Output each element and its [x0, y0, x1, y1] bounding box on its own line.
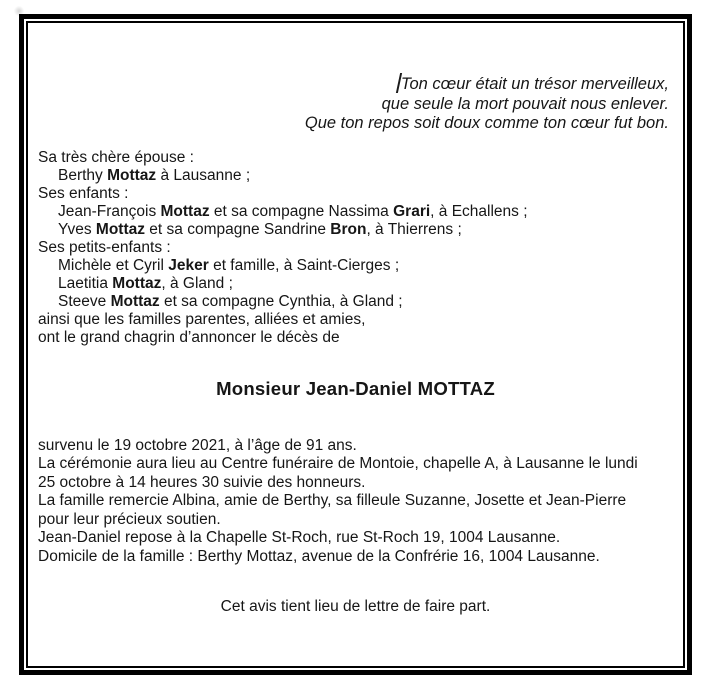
- relative-text: Michèle et Cyril: [58, 256, 169, 274]
- text-cursor: [396, 73, 402, 93]
- details-line: Jean-Daniel repose à la Chapelle St-Roch, rue St-Roch 19, 1004 Lausanne.: [38, 529, 561, 546]
- deceased-name: Monsieur Jean-Daniel MOTTAZ: [216, 377, 495, 399]
- family-name: Mottaz: [112, 274, 162, 292]
- family-name: Mottaz: [110, 292, 160, 310]
- relative-text: et sa compagne Nassima: [209, 202, 394, 220]
- details-line: pour leur précieux soutien.: [38, 510, 221, 528]
- relative-text: ainsi que les familles parentes, alliées et amies,: [38, 310, 366, 328]
- relative-line: [38, 221, 683, 239]
- relative-text: Ses enfants :: [38, 184, 129, 202]
- details-line: La famille remercie Albina, amie de Berthy, sa filleule Suzanne, Josette et Jean-Pierre: [38, 492, 627, 509]
- relative-line: [38, 311, 683, 329]
- relative-line: [38, 167, 683, 185]
- relative-text: Steeve: [58, 292, 111, 310]
- relative-text: Jean-François: [58, 202, 161, 220]
- relative-line: [38, 257, 683, 275]
- details-line: La cérémonie aura lieu au Centre funéraire de Montoie, chapelle A, à Lausanne le lundi: [38, 455, 638, 472]
- relative-text: et famille, à Saint-Cierges ;: [208, 256, 400, 274]
- relative-text: à Lausanne ;: [156, 166, 251, 184]
- relative-text: et sa compagne Cynthia, à Gland ;: [159, 292, 403, 310]
- relative-line: [38, 293, 683, 311]
- relatives-list: [28, 149, 683, 347]
- epigraph-line: Ton cœur était un trésor merveilleux,: [28, 73, 669, 95]
- family-name: Bron: [330, 220, 367, 238]
- epigraph-line: Que ton repos soit doux comme ton cœur fut bon.: [304, 114, 669, 132]
- epigraph: [28, 73, 683, 134]
- details-line: 25 octobre à 14 heures 30 suivie des honneurs.: [38, 473, 366, 491]
- relative-line: [38, 203, 683, 221]
- relative-line: [38, 329, 683, 347]
- relative-text: Ses petits-enfants :: [38, 238, 171, 256]
- relative-text: , à Echallens ;: [430, 202, 528, 220]
- epigraph-line: que seule la mort pouvait nous enlever.: [381, 94, 669, 113]
- funeral-details: [28, 437, 683, 567]
- relative-text: ont le grand chagrin d’annoncer le décès de: [38, 328, 340, 346]
- relative-text: , à Thierrens ;: [366, 220, 462, 238]
- relative-text: , à Gland ;: [161, 274, 233, 292]
- family-name: Mottaz: [107, 166, 157, 184]
- family-name: Mottaz: [95, 220, 145, 238]
- closing-line: Cet avis tient lieu de lettre de faire part.: [220, 598, 491, 615]
- relative-line: [38, 239, 683, 257]
- relative-text: Sa très chère épouse :: [38, 148, 194, 166]
- relative-text: Laetitia: [58, 274, 113, 292]
- family-name: Jeker: [168, 256, 209, 274]
- outer-border-frame: [19, 14, 692, 675]
- relative-text: Berthy: [58, 166, 108, 184]
- family-name: Grari: [393, 202, 431, 220]
- relative-line: [38, 149, 683, 167]
- family-name: Mottaz: [160, 202, 210, 220]
- details-line: survenu le 19 octobre 2021, à l’âge de 91 ans.: [38, 436, 357, 454]
- details-line: Domicile de la famille : Berthy Mottaz, avenue de la Confrérie 16, 1004 Lausanne.: [38, 547, 600, 565]
- inner-border-frame: [26, 21, 685, 668]
- relative-line: [38, 185, 683, 203]
- relative-line: [38, 275, 683, 293]
- relative-text: et sa compagne Sandrine: [145, 220, 331, 238]
- relative-text: Yves: [58, 220, 96, 238]
